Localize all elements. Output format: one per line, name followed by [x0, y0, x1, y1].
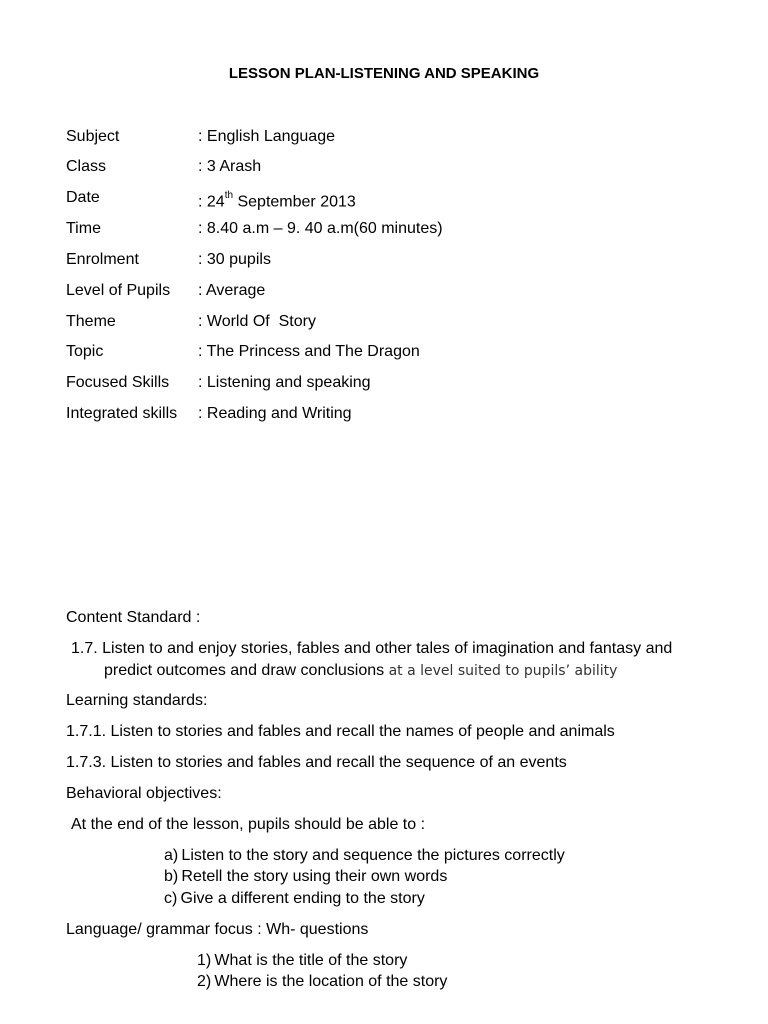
info-label: Time	[66, 220, 101, 237]
info-label: Topic	[66, 343, 104, 360]
info-value: : The Princess and The Dragon	[198, 343, 420, 360]
info-label: Class	[66, 158, 107, 175]
info-label: Focused Skills	[66, 374, 170, 391]
objective-item: a) Listen to the story and sequence the pictures correctly	[164, 847, 565, 864]
content-standard-text: predict outcomes and draw conclusions	[104, 662, 389, 679]
content-standard-heading: Content Standard :	[66, 609, 201, 626]
info-value: : Reading and Writing	[198, 405, 352, 422]
info-value: : 8.40 a.m – 9. 40 a.m(60 minutes)	[198, 220, 443, 237]
date-day: : 24	[198, 193, 225, 211]
content-standard-gray-text: at a level suited to pupils’ ability	[388, 663, 618, 679]
grammar-focus-heading: Language/ grammar focus : Wh- questions	[66, 921, 369, 938]
info-label: Level of Pupils	[66, 282, 171, 299]
info-label: Integrated skills	[66, 405, 178, 422]
info-label: Enrolment	[66, 251, 139, 268]
content-standard-item-continued	[104, 661, 617, 681]
info-label: Theme	[66, 313, 116, 330]
document-title: LESSON PLAN-LISTENING AND SPEAKING	[228, 65, 540, 82]
info-value	[198, 188, 356, 212]
content-standard-item: 1.7. Listen to and enjoy stories, fables and other tales of imagination and fantasy and	[71, 640, 673, 657]
info-value: : World Of Story	[198, 313, 316, 330]
info-value: : Average	[198, 282, 266, 299]
info-value: : Listening and speaking	[198, 374, 371, 391]
objective-item: b) Retell the story using their own words	[164, 868, 448, 885]
learning-standard-item: 1.7.3. Listen to stories and fables and recall the sequence of an events	[66, 754, 567, 771]
info-label: Subject	[66, 128, 120, 145]
learning-standard-item: 1.7.1. Listen to stories and fables and recall the names of people and animals	[66, 723, 615, 740]
info-label: Date	[66, 189, 100, 206]
info-value: : English Language	[198, 128, 335, 145]
learning-standards-heading: Learning standards:	[66, 692, 208, 709]
date-ordinal: th	[224, 190, 234, 201]
behavioral-objectives-intro: At the end of the lesson, pupils should be able to :	[71, 816, 426, 833]
behavioral-objectives-heading: Behavioral objectives:	[66, 785, 222, 802]
info-value: : 3 Arash	[198, 158, 262, 175]
info-value: : 30 pupils	[198, 251, 271, 268]
grammar-question-item: 1) What is the title of the story	[197, 952, 408, 969]
grammar-question-item: 2) Where is the location of the story	[197, 973, 448, 990]
objective-item: c) Give a different ending to the story	[164, 890, 425, 907]
date-month-year: September 2013	[233, 193, 356, 211]
